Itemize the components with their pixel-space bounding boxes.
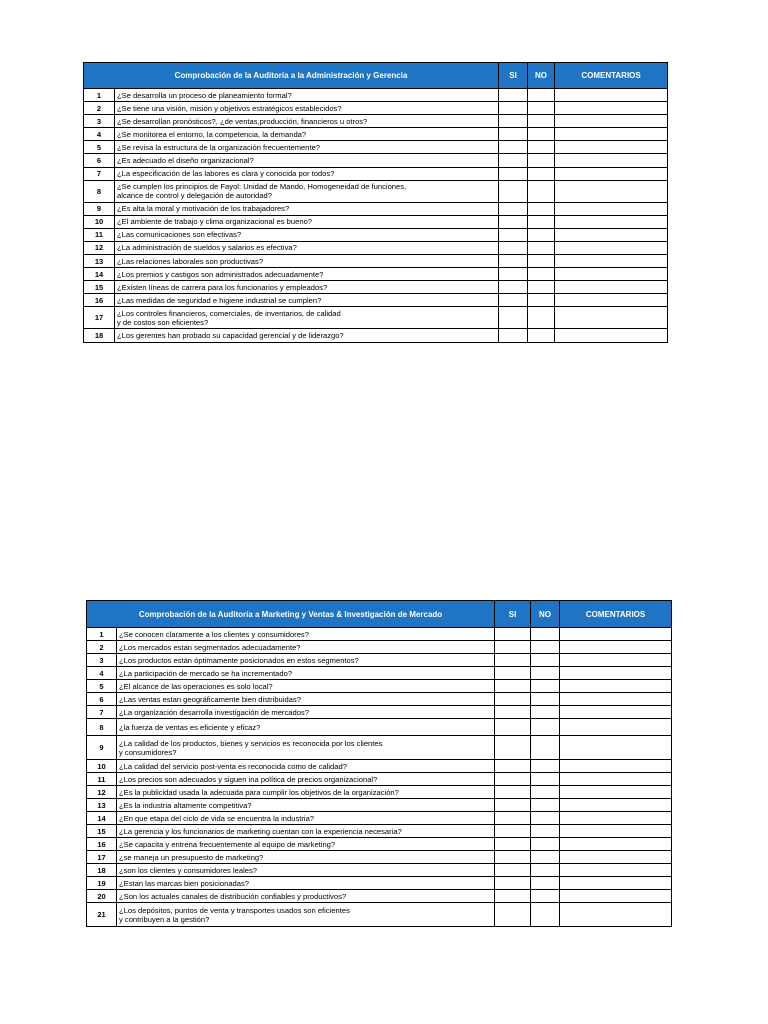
- table-row: [87, 680, 672, 693]
- row-number: 3: [84, 115, 115, 128]
- row-number: 17: [84, 307, 115, 329]
- table-row: [87, 641, 672, 654]
- question-text: ¿Los premios y castigos son administrados adecuadamente?: [115, 268, 499, 281]
- row-number: 2: [87, 641, 117, 654]
- row-number: 12: [87, 786, 117, 799]
- si-cell[interactable]: [495, 760, 531, 773]
- si-cell[interactable]: [495, 680, 531, 693]
- row-number: 13: [87, 799, 117, 812]
- comentarios-cell[interactable]: [555, 281, 668, 294]
- comentarios-cell[interactable]: [555, 128, 668, 141]
- table-header-row: [84, 63, 668, 89]
- no-cell[interactable]: [528, 241, 555, 254]
- no-cell[interactable]: [528, 180, 555, 202]
- no-cell[interactable]: [531, 773, 560, 786]
- row-number: 19: [87, 877, 117, 890]
- comentarios-cell[interactable]: [560, 812, 672, 825]
- question-text: ¿La calidad de los productos, bienes y servicios es reconocida por los clientes y consumidores?: [117, 736, 495, 760]
- row-number: 18: [84, 329, 115, 342]
- table-row: [87, 812, 672, 825]
- row-number: 13: [84, 255, 115, 268]
- question-text: ¿Son los actuales canales de distribución confiables y productivos?: [117, 890, 495, 903]
- table-row: [84, 115, 668, 128]
- si-cell[interactable]: [499, 281, 528, 294]
- no-cell[interactable]: [531, 628, 560, 641]
- no-cell[interactable]: [531, 812, 560, 825]
- comentarios-cell[interactable]: [560, 654, 672, 667]
- comentarios-cell[interactable]: [560, 667, 672, 680]
- no-cell[interactable]: [531, 851, 560, 864]
- row-number: 1: [84, 89, 115, 102]
- question-text: ¿Las relaciones laborales son productivas?: [115, 255, 499, 268]
- si-cell[interactable]: [499, 154, 528, 167]
- comentarios-cell[interactable]: [555, 115, 668, 128]
- no-cell[interactable]: [528, 115, 555, 128]
- question-text: ¿Es adecuado el diseño organizacional?: [115, 154, 499, 167]
- row-number: 1: [87, 628, 117, 641]
- comentarios-cell[interactable]: [560, 693, 672, 706]
- si-cell[interactable]: [495, 628, 531, 641]
- no-cell[interactable]: [528, 128, 555, 141]
- table-row: [87, 760, 672, 773]
- no-cell[interactable]: [531, 786, 560, 799]
- si-cell[interactable]: [499, 228, 528, 241]
- row-number: 5: [87, 680, 117, 693]
- question-text: ¿La especificación de las labores es clara y conocida por todos?: [115, 167, 499, 180]
- no-cell[interactable]: [531, 680, 560, 693]
- si-cell[interactable]: [495, 799, 531, 812]
- table-row: [87, 719, 672, 736]
- comentarios-cell[interactable]: [560, 706, 672, 719]
- row-number: 17: [87, 851, 117, 864]
- question-text: ¿Se cumplen los principios de Fayol: Unidad de Mando, Homogeneidad de funciones, alcance de control y delegación de autoridad?: [115, 180, 499, 202]
- comentarios-cell[interactable]: [560, 719, 672, 736]
- si-cell[interactable]: [499, 128, 528, 141]
- no-cell[interactable]: [531, 693, 560, 706]
- no-cell[interactable]: [528, 281, 555, 294]
- si-cell[interactable]: [499, 294, 528, 307]
- question-text: ¿Los gerentes han probado su capacidad gerencial y de liderazgo?: [115, 329, 499, 342]
- si-cell[interactable]: [499, 141, 528, 154]
- si-cell[interactable]: [495, 838, 531, 851]
- no-cell[interactable]: [528, 102, 555, 115]
- no-cell[interactable]: [528, 329, 555, 342]
- no-cell[interactable]: [528, 215, 555, 228]
- si-cell[interactable]: [499, 202, 528, 215]
- question-text: ¿Se desarrolla un proceso de planeamiento formal?: [115, 89, 499, 102]
- si-cell[interactable]: [495, 877, 531, 890]
- comentarios-cell[interactable]: [555, 167, 668, 180]
- question-text: ¿son los clientes y consumidores leales?: [117, 864, 495, 877]
- question-text: ¿Se tiene una visión, misión y objetivos estratégicos establecidos?: [115, 102, 499, 115]
- no-cell[interactable]: [528, 294, 555, 307]
- table-row: [87, 890, 672, 903]
- table-row: [87, 667, 672, 680]
- table-header-row: [87, 601, 672, 628]
- comentarios-cell[interactable]: [560, 641, 672, 654]
- si-cell[interactable]: [495, 786, 531, 799]
- table-row: [84, 255, 668, 268]
- si-cell[interactable]: [495, 736, 531, 760]
- comentarios-cell[interactable]: [555, 294, 668, 307]
- question-text: ¿Las medidas de seguridad e higiene industrial se cumplen?: [115, 294, 499, 307]
- comentarios-cell[interactable]: [555, 102, 668, 115]
- table-row: [84, 294, 668, 307]
- table-row: [84, 228, 668, 241]
- comentarios-cell[interactable]: [560, 903, 672, 927]
- no-cell[interactable]: [531, 825, 560, 838]
- si-cell[interactable]: [495, 654, 531, 667]
- table-row: [84, 180, 668, 202]
- comentarios-column-header: COMENTARIOS: [555, 63, 668, 89]
- question-text: ¿Los depósitos, puntos de venta y transportes usados son eficientes y contribuyen a la gestión?: [117, 903, 495, 927]
- si-cell[interactable]: [499, 89, 528, 102]
- question-text: ¿Los controles financieros, comerciales, de inventarios, de calidad y de costos son eficientes?: [115, 307, 499, 329]
- table-row: [84, 215, 668, 228]
- no-cell[interactable]: [528, 307, 555, 329]
- row-number: 10: [87, 760, 117, 773]
- row-number: 11: [84, 228, 115, 241]
- question-text: ¿Los productos están óptimamente posicionados en estos segmentos?: [117, 654, 495, 667]
- comentarios-cell[interactable]: [555, 329, 668, 342]
- si-cell[interactable]: [495, 903, 531, 927]
- table-row: [87, 864, 672, 877]
- question-text: ¿La gerencia y los funcionarios de marketing cuentan con la experiencia necesaria?: [117, 825, 495, 838]
- comentarios-cell[interactable]: [555, 215, 668, 228]
- row-number: 8: [84, 180, 115, 202]
- si-cell[interactable]: [499, 180, 528, 202]
- comentarios-cell[interactable]: [560, 825, 672, 838]
- row-number: 16: [87, 838, 117, 851]
- comentarios-cell[interactable]: [560, 773, 672, 786]
- row-number: 14: [87, 812, 117, 825]
- question-text: ¿Se revisa la estructura de la organización frecuentemente?: [115, 141, 499, 154]
- table-row: [87, 654, 672, 667]
- comentarios-cell[interactable]: [555, 202, 668, 215]
- table-row: [84, 202, 668, 215]
- no-cell[interactable]: [528, 202, 555, 215]
- no-cell[interactable]: [531, 799, 560, 812]
- row-number: 8: [87, 719, 117, 736]
- row-number: 2: [84, 102, 115, 115]
- row-number: 4: [84, 128, 115, 141]
- table-row: [84, 281, 668, 294]
- table-row: [84, 141, 668, 154]
- table-row: [84, 154, 668, 167]
- table-row: [87, 706, 672, 719]
- row-number: 15: [84, 281, 115, 294]
- no-cell[interactable]: [531, 864, 560, 877]
- row-number: 6: [84, 154, 115, 167]
- table-row: [84, 128, 668, 141]
- row-number: 14: [84, 268, 115, 281]
- question-text: ¿Se capacita y entrena frecuentemente al equipo de marketing?: [117, 838, 495, 851]
- no-cell[interactable]: [531, 719, 560, 736]
- comentarios-cell[interactable]: [560, 799, 672, 812]
- question-text: ¿Es la publicidad usada la adecuada para cumplir los objetivos de la organización?: [117, 786, 495, 799]
- no-cell[interactable]: [531, 706, 560, 719]
- question-text: ¿Se conocen claramente a los clientes y consumidores?: [117, 628, 495, 641]
- comentarios-cell[interactable]: [555, 141, 668, 154]
- table-row: [84, 89, 668, 102]
- si-cell[interactable]: [499, 307, 528, 329]
- table-row: [87, 736, 672, 760]
- question-text: ¿El ambiente de trabajo y clima organizacional es bueno?: [115, 215, 499, 228]
- no-cell[interactable]: [531, 667, 560, 680]
- table-row: [87, 851, 672, 864]
- marketing-audit-table: [86, 600, 672, 927]
- si-cell[interactable]: [499, 215, 528, 228]
- comentarios-column-header: COMENTARIOS: [560, 601, 672, 628]
- no-column-header: NO: [531, 601, 560, 628]
- no-cell[interactable]: [531, 654, 560, 667]
- si-column-header: SI: [495, 601, 531, 628]
- si-column-header: SI: [499, 63, 528, 89]
- comentarios-cell[interactable]: [555, 268, 668, 281]
- question-text: ¿Se monitorea el entorno, la competencia, la demanda?: [115, 128, 499, 141]
- question-text: ¿Las comunicaciones son efectivas?: [115, 228, 499, 241]
- no-cell[interactable]: [531, 890, 560, 903]
- table-row: [84, 241, 668, 254]
- si-cell[interactable]: [495, 812, 531, 825]
- row-number: 5: [84, 141, 115, 154]
- table-row: [87, 877, 672, 890]
- si-cell[interactable]: [495, 890, 531, 903]
- row-number: 7: [87, 706, 117, 719]
- row-number: 15: [87, 825, 117, 838]
- row-number: 9: [84, 202, 115, 215]
- question-text: ¿Los mercados estan segmentados adecuadamente?: [117, 641, 495, 654]
- si-cell[interactable]: [495, 641, 531, 654]
- no-cell[interactable]: [531, 877, 560, 890]
- no-cell[interactable]: [528, 154, 555, 167]
- no-cell[interactable]: [528, 89, 555, 102]
- question-text: ¿La calidad del servicio post-venta es reconocida como de calidad?: [117, 760, 495, 773]
- comentarios-cell[interactable]: [560, 786, 672, 799]
- comentarios-cell[interactable]: [560, 877, 672, 890]
- no-cell[interactable]: [531, 641, 560, 654]
- no-cell[interactable]: [531, 736, 560, 760]
- comentarios-cell[interactable]: [555, 228, 668, 241]
- comentarios-cell[interactable]: [560, 864, 672, 877]
- no-cell[interactable]: [528, 141, 555, 154]
- table-row: [84, 307, 668, 329]
- si-cell[interactable]: [499, 102, 528, 115]
- table-title: Comprobación de la Auditoría a Marketing y Ventas & Investigación de Mercado: [87, 601, 495, 628]
- si-cell[interactable]: [495, 773, 531, 786]
- row-number: 7: [84, 167, 115, 180]
- no-column-header: NO: [528, 63, 555, 89]
- comentarios-cell[interactable]: [560, 890, 672, 903]
- table-row: [87, 799, 672, 812]
- si-cell[interactable]: [499, 115, 528, 128]
- table-row: [84, 329, 668, 342]
- si-cell[interactable]: [499, 268, 528, 281]
- row-number: 11: [87, 773, 117, 786]
- table-row: [87, 628, 672, 641]
- no-cell[interactable]: [531, 838, 560, 851]
- question-text: ¿la fuerza de ventas es eficiente y eficaz?: [117, 719, 495, 736]
- row-number: 20: [87, 890, 117, 903]
- table-row: [87, 838, 672, 851]
- table-row: [84, 102, 668, 115]
- table-row: [84, 167, 668, 180]
- row-number: 21: [87, 903, 117, 927]
- si-cell[interactable]: [495, 851, 531, 864]
- question-text: ¿Se desarrollan pronósticos?, ¿de ventas,producción, financieros u otros?: [115, 115, 499, 128]
- row-number: 10: [84, 215, 115, 228]
- comentarios-cell[interactable]: [555, 241, 668, 254]
- row-number: 18: [87, 864, 117, 877]
- no-cell[interactable]: [531, 760, 560, 773]
- comentarios-cell[interactable]: [560, 851, 672, 864]
- question-text: ¿La administración de sueldos y salarios es efectiva?: [115, 241, 499, 254]
- si-cell[interactable]: [499, 255, 528, 268]
- admin-audit-table: [83, 62, 668, 343]
- comentarios-cell[interactable]: [555, 154, 668, 167]
- table-row: [87, 825, 672, 838]
- comentarios-cell[interactable]: [560, 736, 672, 760]
- comentarios-cell[interactable]: [555, 255, 668, 268]
- question-text: ¿Las ventas estan geográficamente bien distribuidas?: [117, 693, 495, 706]
- si-cell[interactable]: [495, 825, 531, 838]
- question-text: ¿Los precios son adecuados y siguen ina política de precios organizacional?: [117, 773, 495, 786]
- si-cell[interactable]: [499, 167, 528, 180]
- table-row: [87, 693, 672, 706]
- question-text: ¿En que etapa del ciclo de vida se encuentra la industria?: [117, 812, 495, 825]
- row-number: 9: [87, 736, 117, 760]
- comentarios-cell[interactable]: [560, 680, 672, 693]
- table-row: [84, 268, 668, 281]
- question-text: ¿Es la industria altamente competitiva?: [117, 799, 495, 812]
- comentarios-cell[interactable]: [555, 89, 668, 102]
- table-row: [87, 903, 672, 927]
- si-cell[interactable]: [495, 693, 531, 706]
- row-number: 6: [87, 693, 117, 706]
- comentarios-cell[interactable]: [560, 838, 672, 851]
- question-text: ¿se maneja un presupuesto de marketing?: [117, 851, 495, 864]
- no-cell[interactable]: [528, 167, 555, 180]
- no-cell[interactable]: [531, 903, 560, 927]
- si-cell[interactable]: [495, 706, 531, 719]
- si-cell[interactable]: [495, 667, 531, 680]
- row-number: 16: [84, 294, 115, 307]
- question-text: ¿El alcance de las operaciones es solo local?: [117, 680, 495, 693]
- no-cell[interactable]: [528, 268, 555, 281]
- question-text: ¿La organización desarrolla investigación de mercados?: [117, 706, 495, 719]
- question-text: ¿La participación de mercado se ha incrementado?: [117, 667, 495, 680]
- comentarios-cell[interactable]: [555, 307, 668, 329]
- no-cell[interactable]: [528, 228, 555, 241]
- comentarios-cell[interactable]: [555, 180, 668, 202]
- si-cell[interactable]: [499, 329, 528, 342]
- comentarios-cell[interactable]: [560, 760, 672, 773]
- table-row: [87, 786, 672, 799]
- row-number: 4: [87, 667, 117, 680]
- row-number: 12: [84, 241, 115, 254]
- question-text: ¿Es alta la moral y motivación de los trabajadores?: [115, 202, 499, 215]
- si-cell[interactable]: [495, 719, 531, 736]
- table-title: Comprobación de la Auditoría a la Administración y Gerencia: [84, 63, 499, 89]
- question-text: ¿Existen líneas de carrera para los funcionarios y empleados?: [115, 281, 499, 294]
- no-cell[interactable]: [528, 255, 555, 268]
- si-cell[interactable]: [499, 241, 528, 254]
- row-number: 3: [87, 654, 117, 667]
- comentarios-cell[interactable]: [560, 628, 672, 641]
- question-text: ¿Estan las marcas bien posicionadas?: [117, 877, 495, 890]
- si-cell[interactable]: [495, 864, 531, 877]
- table-row: [87, 773, 672, 786]
